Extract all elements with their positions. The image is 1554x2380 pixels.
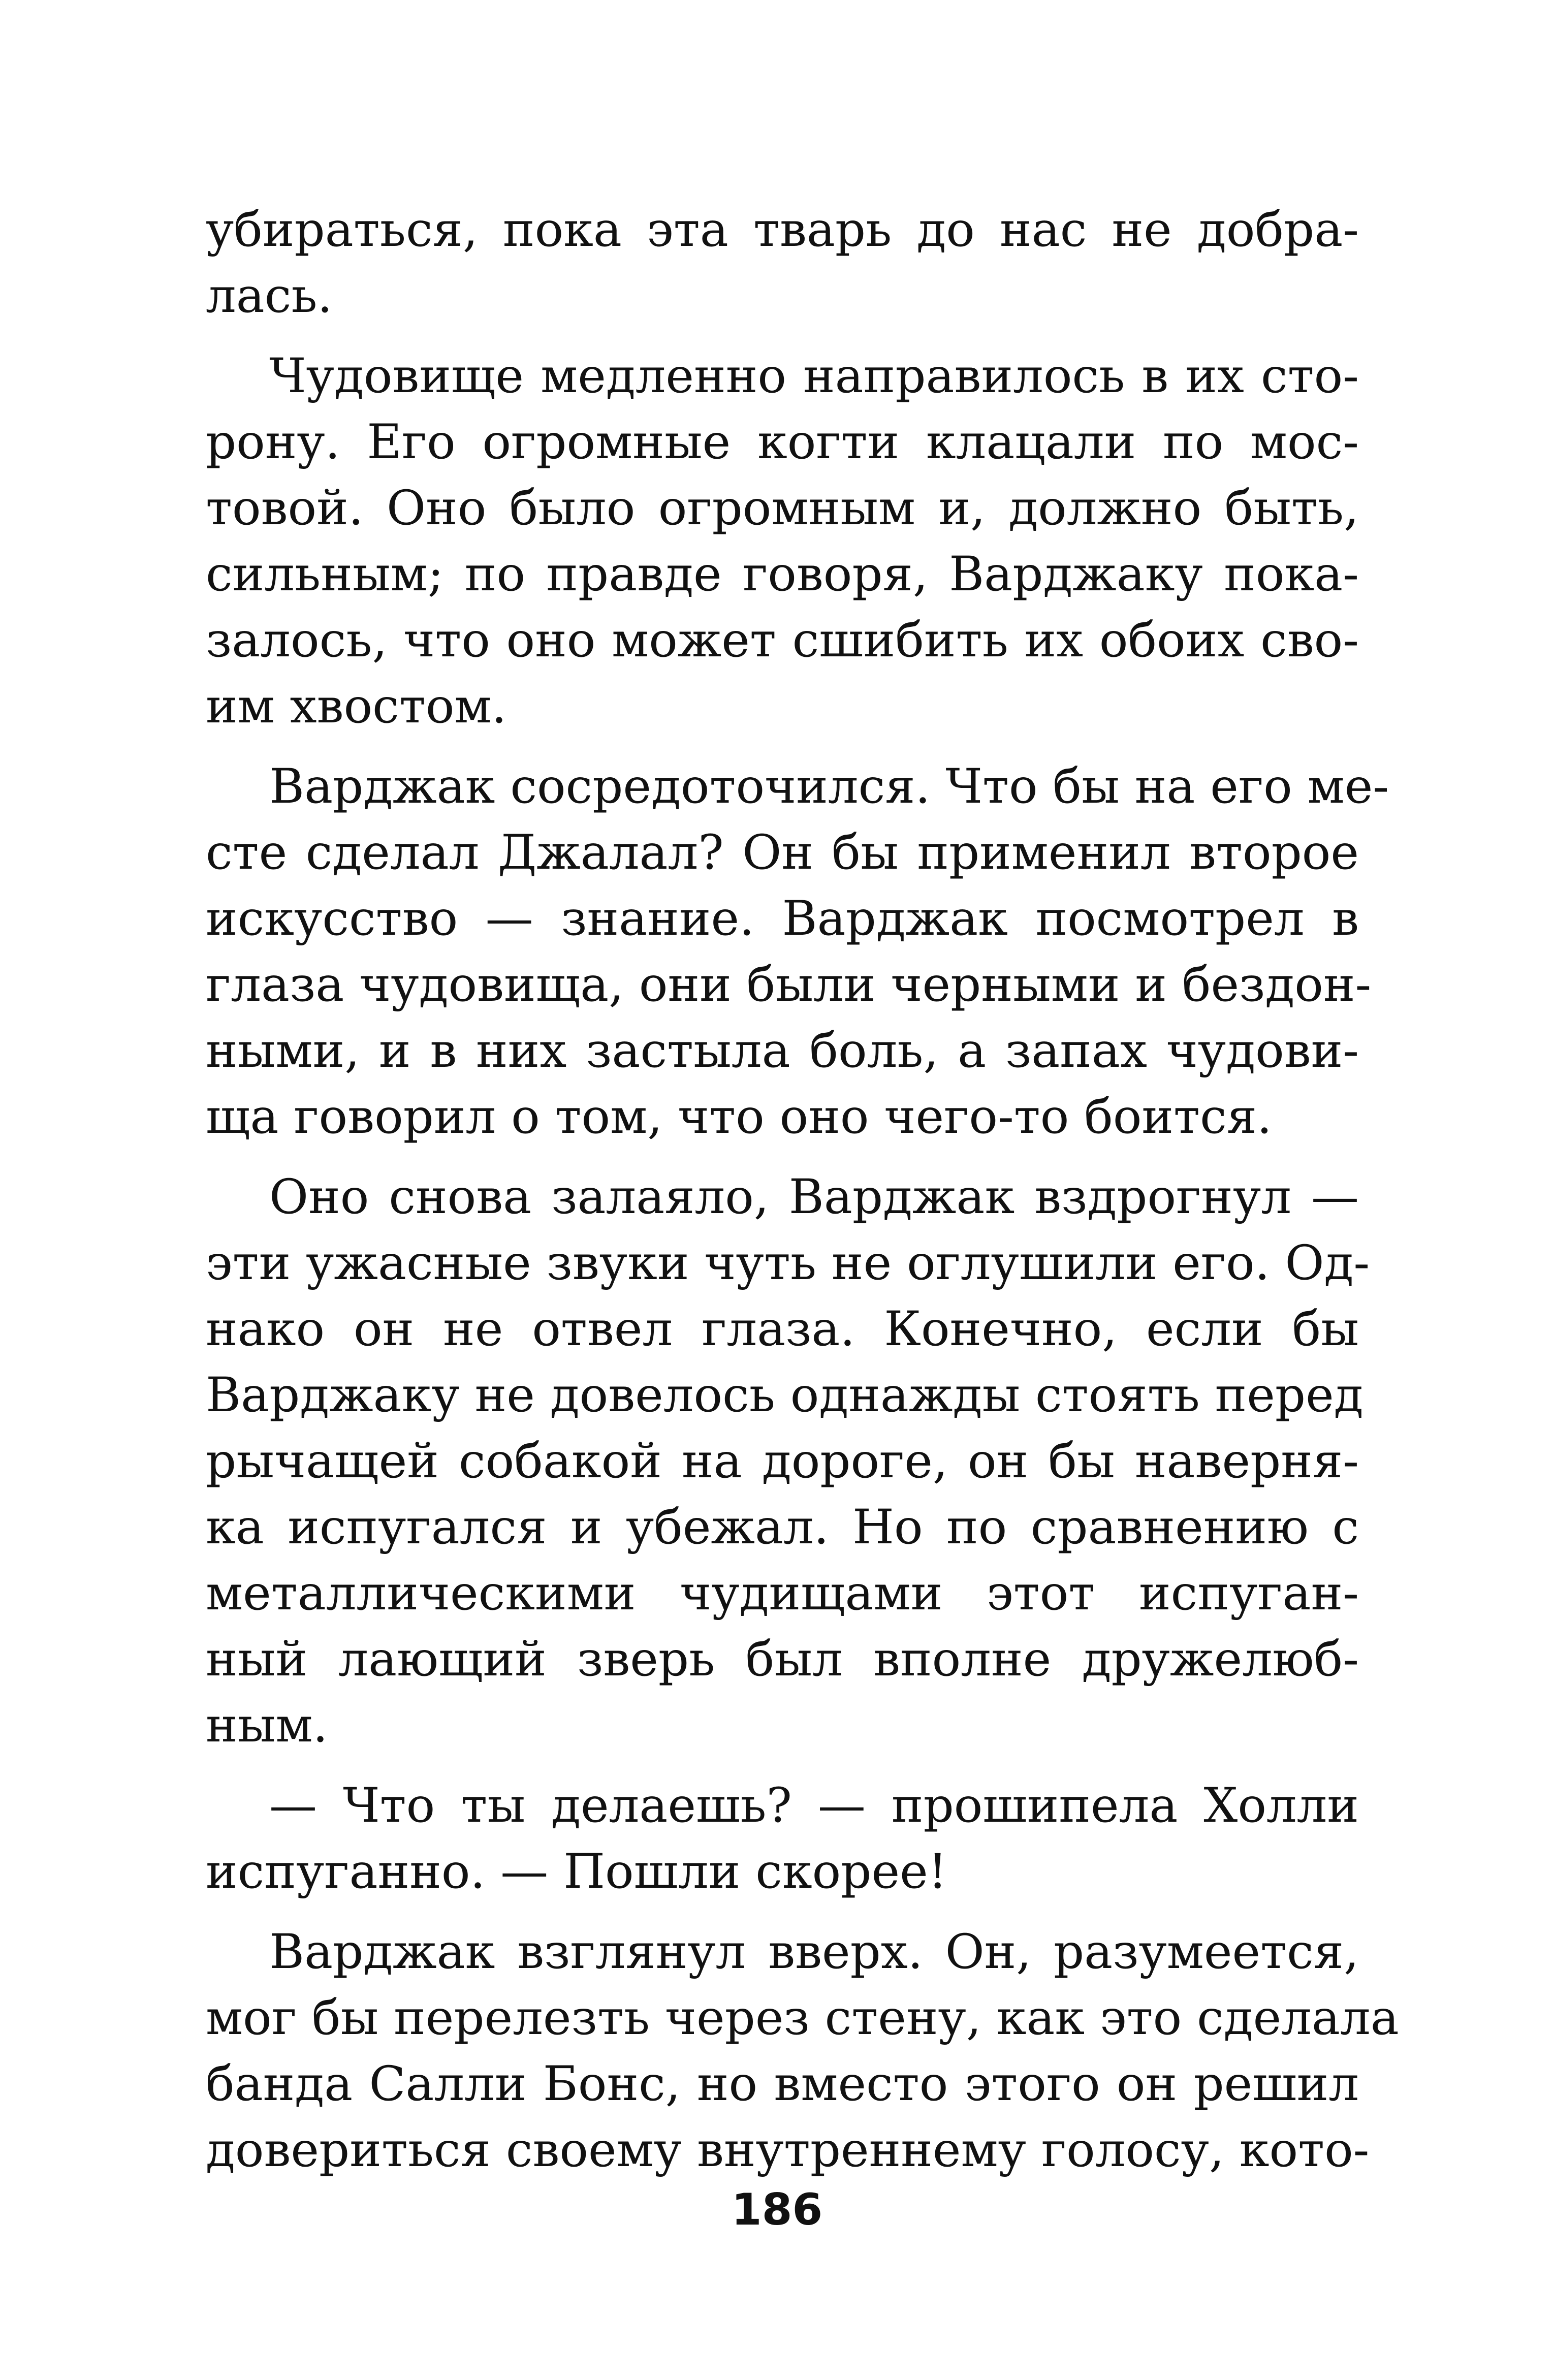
text-line: металлическими чудищами этот испуган- [206,1566,1359,1621]
page-number: 186 [731,2184,823,2235]
text-line: ными, и в них застыла боль, а запах чудови- [206,1023,1359,1078]
text-line: Чудовище медленно направилось в их сто- [269,348,1359,404]
paragraph-5 [206,1773,1359,1905]
text-line: Варджаку не довелось однажды стоять перед [206,1368,1363,1423]
text-line: искусство — знание. Варджак посмотрел в [206,891,1359,946]
text-line: — Что ты делаешь? — прошипела Холли [269,1778,1359,1833]
text-line: убираться, пока эта тварь до нас не добра- [206,202,1359,258]
paragraph-6 [206,1919,1399,2183]
text-line: нако он не отвел глаза. Конечно, если бы [206,1302,1359,1357]
text-line: эти ужасные звуки чуть не оглушили его. Од- [206,1235,1370,1291]
text-line: глаза чудовища, они были черными и бездон- [206,957,1372,1012]
text-line: рону. Его огромные когти клацали по мос- [206,415,1359,470]
text-line: Варджак сосредоточился. Что бы на его ме- [269,759,1389,814]
text-line: банда Салли Бонс, но вместо этого он решил [206,2056,1359,2112]
text-line: ща говорил о том, что оно чего-то боится. [206,1089,1272,1145]
paragraph-2 [206,343,1359,740]
text-line: Варджак взглянул вверх. Он, разумеется, [269,1924,1359,1980]
text-line: сильным; по правде говоря, Варджаку пока- [206,547,1359,602]
text-line: им хвостом. [206,679,507,734]
text-line: товой. Оно было огромным и, должно быть, [206,481,1359,536]
text-line: ный лающий зверь был вполне дружелюб- [206,1632,1359,1687]
text-line: сте сделал Джалал? Он бы применил второе [206,825,1359,880]
text-line: мог бы перелезть через стену, как это сделала [206,1990,1399,2046]
text-line: испуганно. — Пошли скорее! [206,1844,947,1899]
paragraph-4 [206,1164,1370,1759]
text-line: довериться своему внутреннему голосу, кото- [206,2122,1370,2178]
text-line: ка испугался и убежал. Но по сравнению с [206,1500,1359,1555]
text-line: рычащей собакой на дороге, он бы наверня- [206,1434,1359,1489]
body-text [206,197,1399,2183]
text-line: лась. [206,268,333,324]
paragraph-3 [206,754,1389,1150]
text-line: ным. [206,1698,328,1753]
paragraph-1 [206,197,1359,329]
text-line: Оно снова залаяло, Варджак вздрогнул — [269,1169,1359,1225]
text-line: залось, что оно может сшибить их обоих сво- [206,613,1359,668]
